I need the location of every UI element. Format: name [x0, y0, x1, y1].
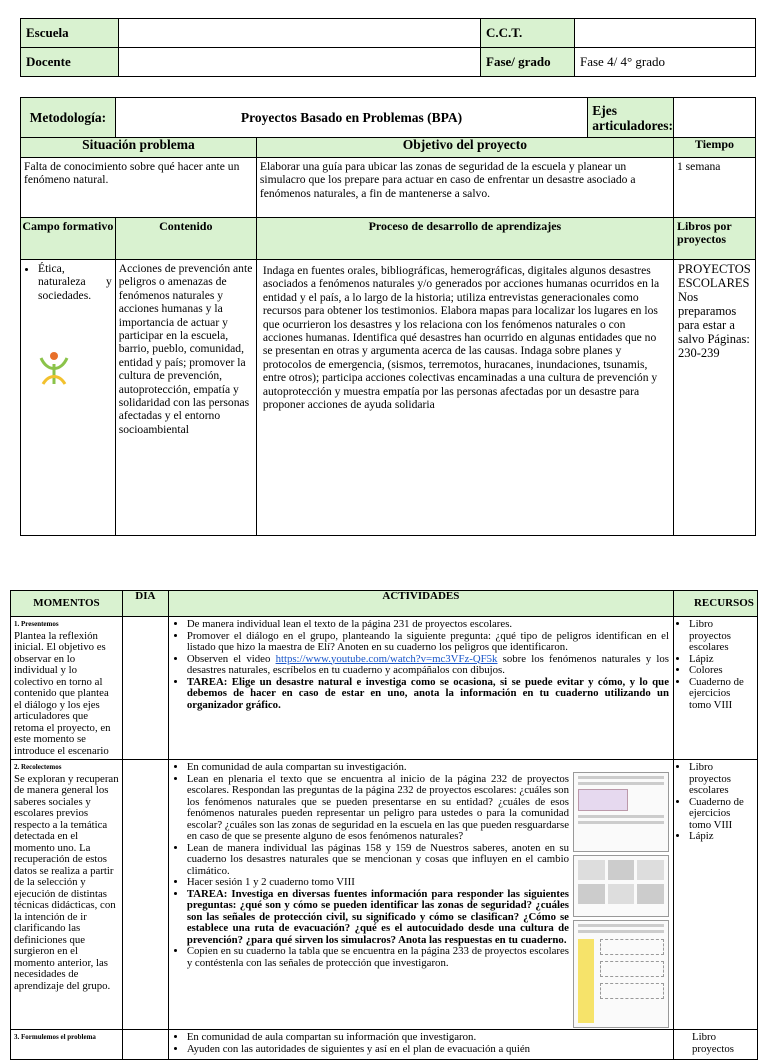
- field-label: Campo formativo: [21, 218, 116, 260]
- plan-table: [20, 97, 756, 536]
- table-row: [11, 760, 758, 1030]
- col-moments: MOMENTOS: [11, 591, 123, 617]
- moment-cell: [11, 617, 123, 760]
- list-item: • Cuaderno de ejercicios tomo VIII: [689, 797, 754, 832]
- list-item: • Promover el diálogo en el grupo, planteando la siguiente pregunta: ¿qué tipo de peligros identifican en el listado que hizo la maestra de Elí? Anoten en su cuaderno los peligros que identificaron.: [187, 631, 669, 654]
- moment-desc: Plantea la reflexión inicial. El objetivo es observar en lo individual y lo colectivo en torno al contenido que plantea el diálogo y los ejes articuladores que retoma el proyecto, en este momento se introduce el escenario: [14, 629, 111, 757]
- list-item: • Lápiz: [689, 831, 754, 843]
- activities-table: [10, 590, 758, 1060]
- table-row: [11, 1030, 758, 1060]
- books-text: PROYECTOS ESCOLARES Nos preparamos para estar a salvo Páginas: 230-239: [673, 260, 755, 536]
- video-after: sobre los fenómenos naturales y los desastres naturales, escríbelos en tu cuaderno y acompáñalos con dibujos.: [186, 652, 669, 676]
- activities-cell: [168, 1030, 673, 1060]
- grade-label: Fase/ grado: [481, 48, 575, 77]
- axes-value: [673, 98, 755, 138]
- list-item: Libro proyectos: [691, 1031, 734, 1055]
- list-item: • En comunidad de aula compartan su información que investigaron.: [187, 1032, 669, 1044]
- activity-list: [175, 619, 669, 711]
- school-value: [119, 19, 481, 48]
- list-item: • Libro proyectos escolares: [689, 619, 754, 654]
- field-cell: [21, 260, 116, 536]
- methodology-label: Metodología:: [21, 98, 116, 138]
- list-item: • Copien en su cuaderno la tabla que se encuentra en la página 233 de proyectos escolares y contéstenla con las señales de protección que investigaron.: [187, 946, 569, 969]
- content-label: Contenido: [115, 218, 256, 260]
- list-item: • Ayuden con las autoridades de siguientes y así en el plan de evacuación a quién: [187, 1044, 669, 1056]
- methodology-value: Proyectos Basado en Problemas (BPA): [115, 98, 587, 138]
- time-text: 1 semana: [673, 158, 755, 218]
- list-item: • Lean en plenaria el texto que se encuentra al inicio de la página 232 de proyectos escolares. Respondan las preguntas de la página 232 de proyectos escolares: ¿cuáles son los fenómenos naturales que se pueden presentarse en su entidad? ¿cuáles de esos fenómenos naturales pueden representar un peligro para ustedes o para la comunidad escolar? ¿cuáles son las zonas de seguridad en la escuela en las que pueden resguardarse en caso de que se presente alguno de esos fenómenos naturales?: [187, 774, 569, 843]
- video-text: Observen el video: [186, 652, 271, 665]
- resources-list: [677, 619, 754, 711]
- cct-label: C.C.T.: [481, 19, 575, 48]
- list-item: • Lean de manera individual las páginas 158 y 159 de Nuestros saberes, anoten en su cuaderno los desastres naturales que se mencionan y cosas que influyen en el cambio climático.: [187, 843, 569, 878]
- resources-list: [677, 762, 754, 843]
- time-label: Tiempo: [673, 138, 755, 158]
- moment-title: 1. Presentemos: [14, 620, 59, 628]
- activities-cell: [168, 760, 673, 1030]
- resources-cell: [673, 1030, 757, 1060]
- workbook-mindmap-thumbnail: [573, 920, 669, 1028]
- objective-label: Objetivo del proyecto: [256, 138, 673, 158]
- books-label: Libros por proyectos: [673, 218, 755, 260]
- list-item: • Hacer sesión 1 y 2 cuaderno tomo VIII: [187, 877, 569, 889]
- moment-title: 2. Recolectemos: [14, 763, 62, 771]
- day-cell: [122, 760, 168, 1030]
- workbook-page-thumbnail: [573, 772, 669, 852]
- header-table: [20, 18, 756, 77]
- day-cell: [122, 1030, 168, 1060]
- list-item: • De manera individual lean el texto de la página 231 de proyectos escolares.: [187, 619, 669, 631]
- day-cell: [122, 617, 168, 760]
- school-label: Escuela: [21, 19, 119, 48]
- list-item: • Libro proyectos escolares: [689, 762, 754, 797]
- moment-title: 3. Formulemos el problema: [14, 1033, 96, 1041]
- list-item: • TAREA: Investiga en diversas fuentes información para responder las siguientes preguntas: ¿qué son y cómo se pueden identificar las zonas de seguridad? ¿cuáles son las señales de protección civil, su significado y cómo se clasifican? ¿Cómo se establece una ruta de evacuación? ¿qué es el autocuidado desde una cultura de prevención? ¿para qué sirven los simulacros? Anota las respuestas en tu cuaderno.: [187, 889, 569, 947]
- video-link[interactable]: https://www.youtube.com/watch?v=mc3VFz-QF5k: [275, 652, 498, 665]
- grade-value: Fase 4/ 4° grado: [575, 48, 756, 77]
- list-item: [187, 654, 669, 677]
- workbook-images-thumbnail: [573, 855, 669, 917]
- process-label: Proceso de desarrollo de aprendizajes: [256, 218, 673, 260]
- field-item: • Ética, naturaleza y sociedades.: [38, 262, 112, 302]
- objective-text: Elaborar una guía para ubicar las zonas de seguridad de la escuela y planear un simulacro que los prepare para actuar en caso de enfrentar un desastre asociado a fenómenos naturales, a fin de mantenerse a salvo.: [256, 158, 673, 218]
- field-list: [24, 262, 112, 302]
- content-text: Acciones de prevención ante peligros o amenazas de fenómenos naturales y acciones humanas y la importancia de actuar y participar en la escuela, barrio, pueblo, comunidad, entidad y país; promover la cultura de prevención, autoprotección, empatía y solidaridad con las personas afectadas y el entorno socioambiental: [115, 260, 256, 536]
- list-item: • Lápiz: [689, 654, 754, 666]
- list-item: • Cuaderno de ejercicios tomo VIII: [689, 677, 754, 712]
- col-activities: ACTIVIDADES: [168, 591, 673, 617]
- moment-cell: [11, 1030, 123, 1060]
- list-item: • En comunidad de aula compartan su investigación.: [187, 762, 669, 774]
- process-text: Indaga en fuentes orales, bibliográficas, hemerográficas, digitales algunos desastres asociados a fenómenos naturales y/o generados por acciones humanas ocurridos en la entidad y el país, a lo largo de la historia; utiliza entrevistas generacionales como recursos para obtener los testimonios. Elabora mapas para localizar los lugares en los que ocurrieron los desastres y los relaciona con los fenómenos naturales o con acciones humanas. Identifica qué desastres han ocurrido en algunas entidades que no se presentan en otras y argumenta acerca de las causas. Indaga sobre planes y protocolos de emergencia, (sismos, terremotos, huracanes, inundaciones, tsunamis, entre otros); participa acciones colectivas encaminadas a una cultura de prevención y autoprotección y muestra empatía por las personas afectadas por un desastre para proponer acciones de ayuda solidaria: [256, 260, 673, 536]
- activities-cell: [168, 617, 673, 760]
- teacher-label: Docente: [21, 48, 119, 77]
- teacher-value: [119, 48, 481, 77]
- problem-label: Situación problema: [21, 138, 257, 158]
- resources-cell: [673, 617, 757, 760]
- moment-cell: [11, 760, 123, 1030]
- col-resources: RECURSOS: [673, 591, 757, 617]
- list-item: • Colores: [689, 665, 754, 677]
- col-day: DIA: [122, 591, 168, 617]
- axes-label: Ejes articuladores:: [588, 98, 674, 138]
- table-row: [11, 617, 758, 760]
- problem-text: Falta de conocimiento sobre qué hacer ante un fenómeno natural.: [21, 158, 257, 218]
- activity-list: [175, 1032, 669, 1055]
- sep-logo-icon: [37, 348, 71, 388]
- cct-value: [575, 19, 756, 48]
- moment-desc: Se exploran y recuperan de manera general los saberes sociales y escolares previos respecto a la temática detectada en el momento uno. La recuperación de estos datos se realiza a partir de la selección y ejecución de distintas técnicas didácticas, con la intención de ir clarificando las definiciones que surgieron en el momento anterior, las necesidades de aprendizaje del grupo.: [14, 772, 119, 992]
- list-item: • TAREA: Elige un desastre natural e investiga como se ocasiona, si se puede evitar y cómo, y lo que debemos de hacer en caso de estar en uno, anota la información en tu cuaderno utilizando un organizador gráfico.: [187, 677, 669, 712]
- resources-cell: [673, 760, 757, 1030]
